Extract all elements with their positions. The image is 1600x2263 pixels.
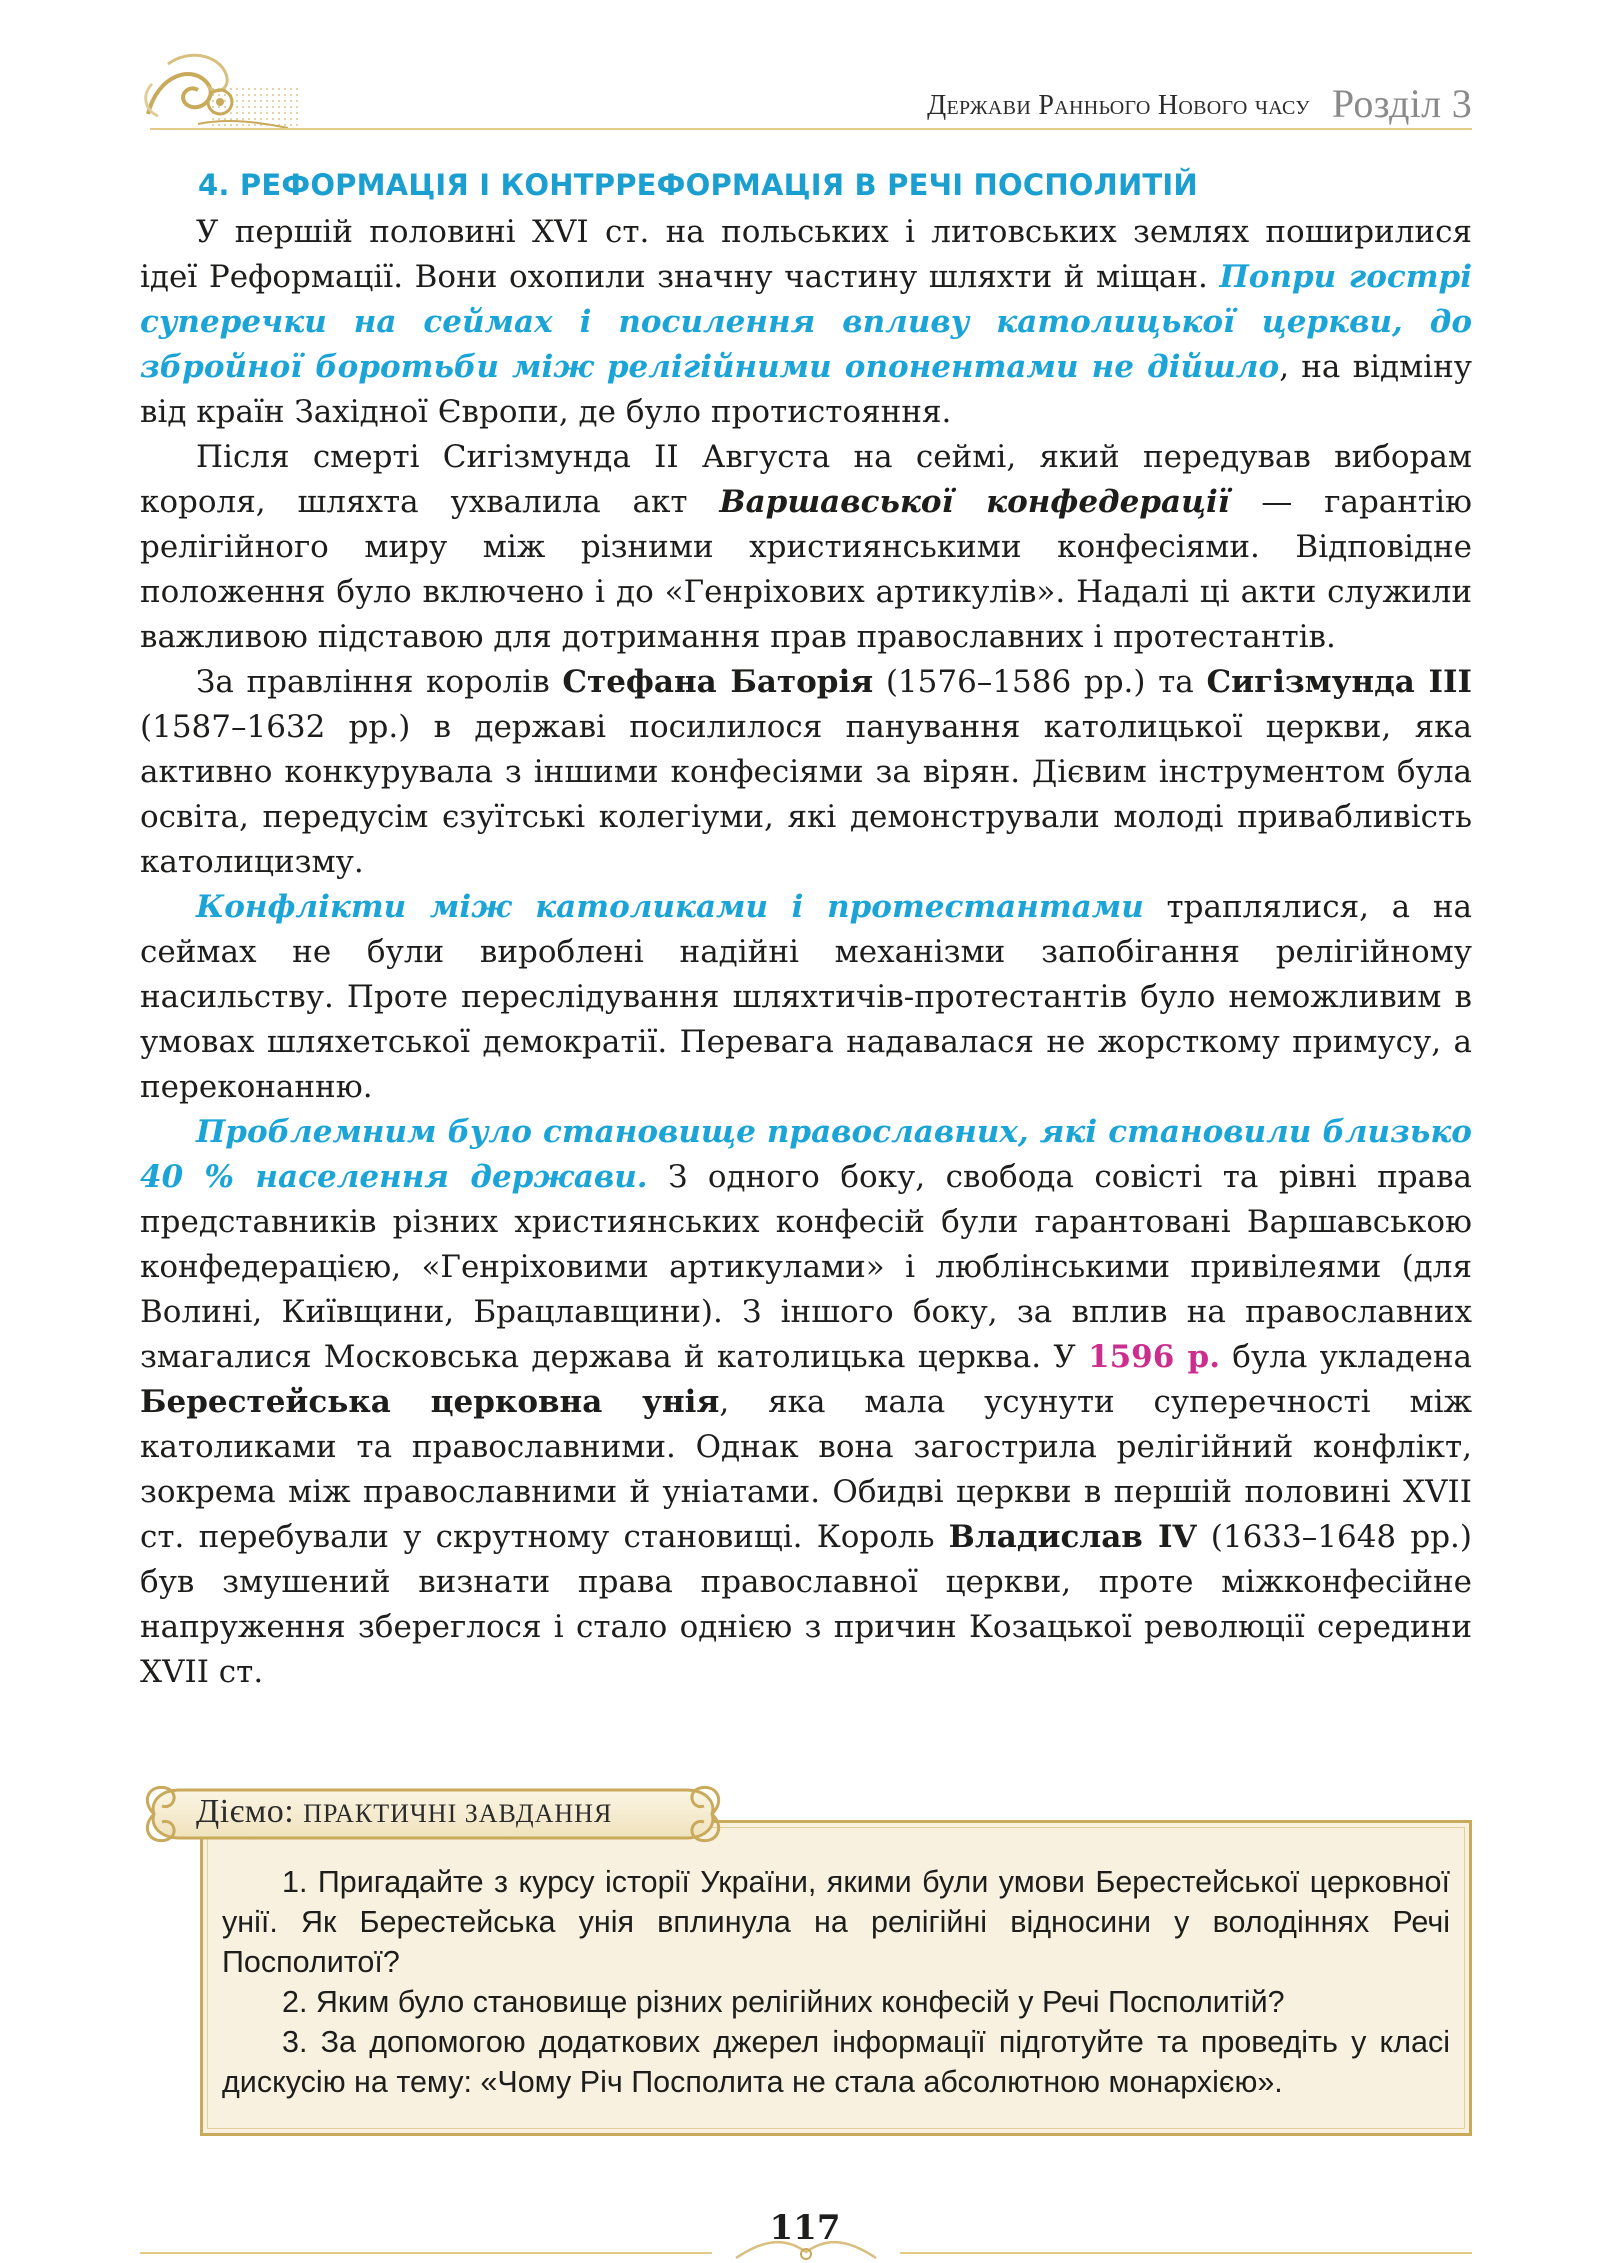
- page-number: 117: [769, 2208, 841, 2248]
- task-item: 1. Пригадайте з курсу історії України, якими були умови Берестейської церковної унії. Як Берестейська унія вплинула на релігійні відносини у володіннях Речі Посполитої?: [222, 1865, 1450, 1979]
- text: Після смерті Сигізмунда II Августа на сеймі, який передував виборам короля, шляхта ухвалила акт: [140, 439, 1472, 520]
- floral-ornament-icon: [138, 44, 298, 134]
- footer-rule-left: [140, 2252, 712, 2254]
- paragraph-5: [140, 1110, 1472, 1695]
- paragraph-2: [140, 435, 1472, 660]
- task-item: 2. Яким було становище різних релігійних конфесій у Речі Посполитій?: [282, 1985, 1285, 2019]
- running-title: Держави Раннього Нового часу: [927, 90, 1310, 121]
- person-wladyslaw-iv: Владислав IV: [948, 1519, 1197, 1555]
- chapter-label: Розділ 3: [1331, 81, 1472, 126]
- term-warsaw-confederation: Варшавської конфедерації: [719, 484, 1230, 520]
- text: (1587–1632 рр.) в державі посилилося панування католицької церкви, яка активно конкурувала з іншими конфесіями за вірян. Дієвим інструментом була освіта, передусім єзуїтські колегіуми, які демонстрували молоді привабливість католицизму.: [140, 709, 1472, 880]
- footer-rule-right: [900, 2252, 1472, 2254]
- text: З одного боку, свобода совісті та рівні права представників різних християнських конфесій були гарантовані Варшавською конфедерацією, «Генріховими артикулами» і люблінськими привілеями (для Волині, Київщини, Брацлавщини). З іншого боку, за вплив на православних змагалися Московська держава й католицька церква. У: [140, 1159, 1473, 1375]
- section-title: 4. РЕФОРМАЦІЯ І КОНТРРЕФОРМАЦІЯ В РЕЧІ ПОСПОЛИТІЙ: [198, 168, 1198, 202]
- text: За правління королів: [196, 664, 563, 700]
- year-highlight: 1596 р.: [1088, 1339, 1221, 1375]
- label-sub: ПРАКТИЧНІ ЗАВДАННЯ: [303, 1799, 613, 1828]
- paragraph-3: [140, 660, 1472, 885]
- highlight-text: Конфлікти між католиками і протестантами: [196, 889, 1144, 925]
- text: — гарантію релігійного миру між різними християнськими конфесіями. Відповідне положення було включено і до «Генріхових артикулів». Надалі ці акти служили важливою підставою для дотримання прав православних і протестантів.: [140, 484, 1472, 655]
- highlight-text: Попри гострі суперечки на сеймах і посилення впливу католицької церкви, до збройної боротьби між релігійними опонентами не дійшло: [140, 259, 1473, 385]
- text: , яка мала усунути суперечності між католиками та православними. Однак вона загострила релігійний конфлікт, зокрема між православними й уніатами. Обидві церкви в першій половині XVII ст. перебували у скрутному становищі. Король: [140, 1384, 1473, 1555]
- header-rule: [150, 128, 1472, 130]
- paragraph-1: [140, 210, 1472, 435]
- highlight-text: Проблемним було становище православних, які становили близько 40 % населення держави.: [140, 1114, 1472, 1195]
- running-head: [927, 80, 1472, 127]
- task-list: [222, 1862, 1450, 2102]
- term-brest-union: Берестейська церковна унія: [140, 1384, 720, 1420]
- text: , на відміну від країн Західної Європи, де було протистояння.: [140, 349, 1472, 430]
- person-sigismund-iii: Сигізмунда III: [1206, 664, 1472, 700]
- paragraph-4: [140, 885, 1472, 1110]
- practical-tasks-label: [196, 1793, 612, 1831]
- text: була укладена: [1220, 1339, 1473, 1375]
- label-main: Діємо:: [196, 1793, 295, 1830]
- main-content: [140, 168, 1472, 1695]
- text: У першій половині XVI ст. на польських і литовських землях поширилися ідеї Реформації. Вони охопили значну частину шляхти й міщан.: [140, 214, 1472, 295]
- person-stefan-batory: Стефана Баторія: [562, 664, 874, 700]
- text: траплялися, а на сеймах не були вироблені надійні механізми запобігання релігійному насильству. Проте переслідування шляхтичів-протестантів було неможливим в умовах шляхетської демократії. Перевага надавалася не жорсткому примусу, а переконанню.: [140, 889, 1473, 1105]
- text: (1633–1648 рр.) був змушений визнати права православної церкви, проте міжконфесійне напруження збереглося і стало однією з причин Козацької революції середини XVII ст.: [140, 1519, 1472, 1690]
- text: (1576–1586 рр.) та: [873, 664, 1207, 700]
- task-item: 3. За допомогою додаткових джерел інформації підготуйте та проведіть у класі дискусію на тему: «Чому Річ Посполита не стала абсолютною монархією».: [222, 2025, 1450, 2099]
